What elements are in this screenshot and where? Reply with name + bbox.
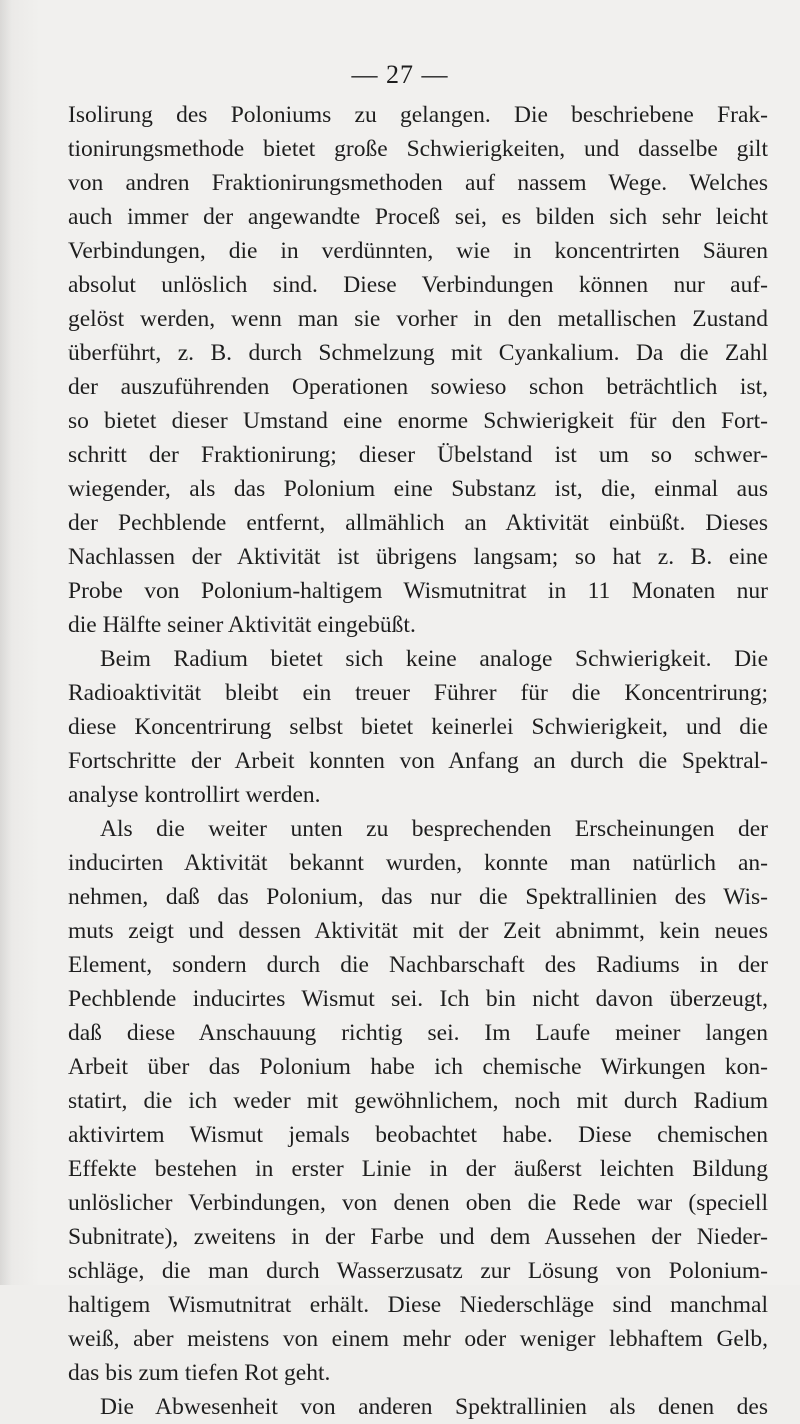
text-line: Fortschritte der Arbeit konnten von Anfang an durch die Spektral-	[68, 748, 768, 774]
text-line: inducirten Aktivität bekannt wurden, konnte man natürlich an-	[68, 850, 768, 876]
text-line: absolut unlöslich sind. Diese Verbindungen können nur auf-	[68, 272, 768, 298]
text-line: diese Koncentrirung selbst bietet keinerlei Schwierigkeit, und die	[68, 714, 768, 740]
text-line: gelöst werden, wenn man sie vorher in den metallischen Zustand	[68, 306, 768, 332]
text-line: das bis zum tiefen Rot geht.	[68, 1360, 331, 1386]
text-line: Nachlassen der Aktivität ist übrigens langsam; so hat z. B. eine	[68, 544, 768, 570]
text-line: der auszuführenden Operationen sowieso schon beträchtlich ist,	[68, 374, 768, 400]
text-line: daß diese Anschauung richtig sei. Im Laufe meiner langen	[68, 1020, 768, 1046]
text-line: tionirungsmethode bietet große Schwierigkeiten, und dasselbe gilt	[68, 136, 768, 162]
text-line: Subnitrate), zweitens in der Farbe und dem Aussehen der Nieder-	[68, 1224, 768, 1250]
text-line: Die Abwesenheit von anderen Spektrallinien als denen des	[100, 1394, 768, 1420]
text-line: statirt, die ich weder mit gewöhnlichem, noch mit durch Radium	[68, 1088, 768, 1114]
text-line: so bietet dieser Umstand eine enorme Schwierigkeit für den Fort-	[68, 408, 768, 434]
text-line: wiegender, als das Polonium eine Substanz ist, die, einmal aus	[68, 476, 768, 502]
text-line: Arbeit über das Polonium habe ich chemische Wirkungen kon-	[68, 1054, 768, 1080]
text-line: Radioaktivität bleibt ein treuer Führer für die Koncentrirung;	[68, 680, 768, 706]
text-line: weiß, aber meistens von einem mehr oder weniger lebhaftem Gelb,	[68, 1326, 768, 1352]
text-line: Als die weiter unten zu besprechenden Erscheinungen der	[100, 816, 768, 842]
text-line: analyse kontrollirt werden.	[68, 782, 321, 808]
text-line: Beim Radium bietet sich keine analoge Schwierigkeit. Die	[100, 646, 768, 672]
text-line: schritt der Fraktionirung; dieser Übelstand ist um so schwer-	[68, 442, 768, 468]
text-line: Element, sondern durch die Nachbarschaft des Radiums in der	[68, 952, 768, 978]
text-line: aktivirtem Wismut jemals beobachtet habe. Diese chemischen	[68, 1122, 768, 1148]
text-line: auch immer der angewandte Proceß sei, es bilden sich sehr leicht	[68, 204, 768, 230]
text-line: überführt, z. B. durch Schmelzung mit Cyankalium. Da die Zahl	[68, 340, 768, 366]
text-line: Isolirung des Poloniums zu gelangen. Die beschriebene Frak-	[68, 102, 768, 128]
text-line: muts zeigt und dessen Aktivität mit der Zeit abnimmt, kein neues	[68, 918, 768, 944]
body-text	[68, 98, 768, 1424]
text-line: Probe von Polonium-haltigem Wismutnitrat in 11 Monaten nur	[68, 578, 768, 604]
text-line: von andren Fraktionirungsmethoden auf nassem Wege. Welches	[68, 170, 768, 196]
text-line: unlöslicher Verbindungen, von denen oben die Rede war (speciell	[68, 1190, 768, 1216]
text-line: nehmen, daß das Polonium, das nur die Spektrallinien des Wis-	[68, 884, 768, 910]
text-line: die Hälfte seiner Aktivität eingebüßt.	[68, 612, 416, 638]
text-line: Effekte bestehen in erster Linie in der äußerst leichten Bildung	[68, 1156, 768, 1182]
text-line: schläge, die man durch Wasserzusatz zur Lösung von Polonium-	[68, 1258, 768, 1284]
page-number: — 27 —	[351, 60, 449, 89]
text-line: haltigem Wismutnitrat erhält. Diese Niederschläge sind manchmal	[68, 1292, 768, 1318]
text-line: der Pechblende entfernt, allmählich an Aktivität einbüßt. Dieses	[68, 510, 768, 536]
text-line: Pechblende inducirtes Wismut sei. Ich bin nicht davon überzeugt,	[68, 986, 768, 1012]
text-line: Verbindungen, die in verdünnten, wie in koncentrirten Säuren	[68, 238, 768, 264]
